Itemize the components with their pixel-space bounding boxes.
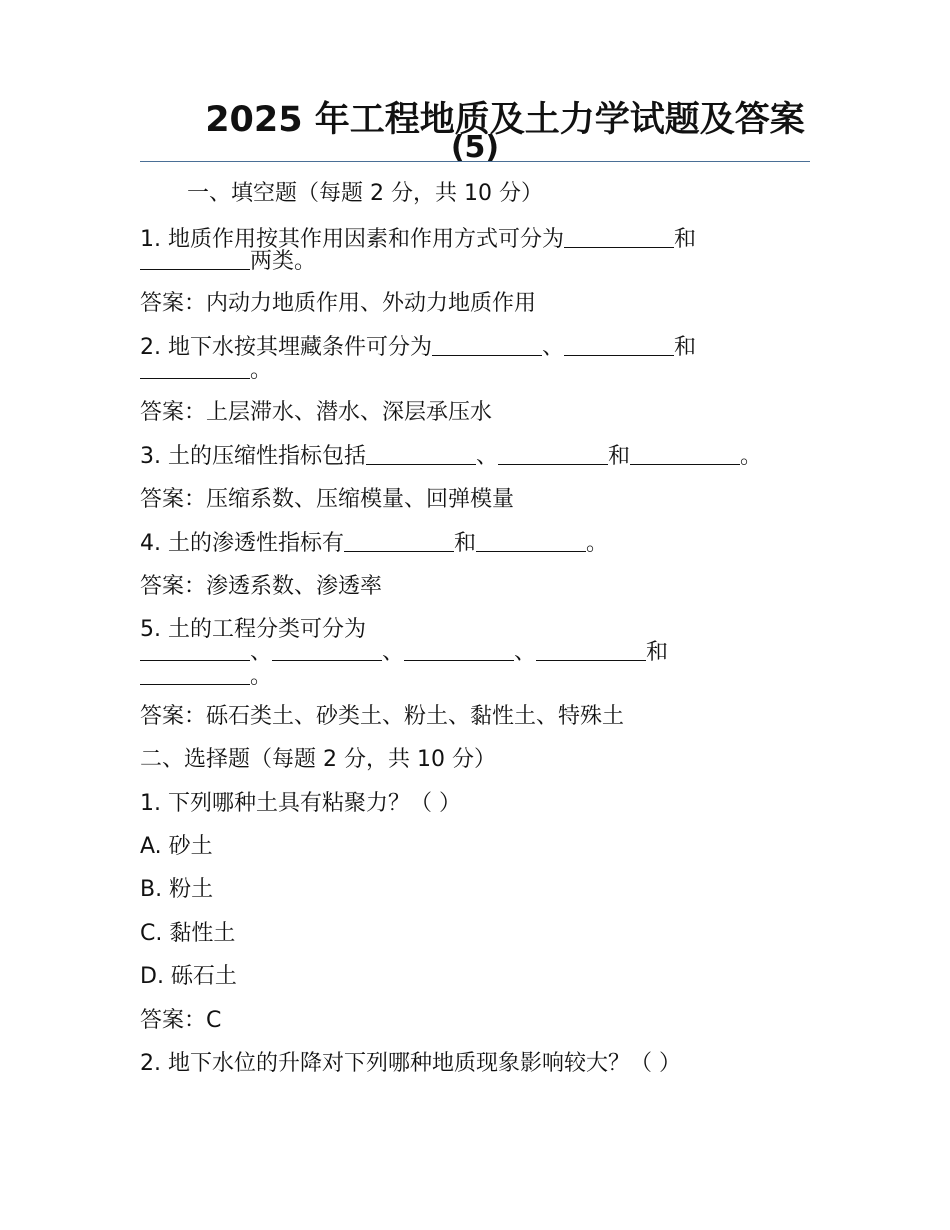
fill-q3-sep: 、 bbox=[475, 444, 498, 469]
title-line-1: 2025 年工程地质及土力学试题及答案 bbox=[205, 100, 805, 140]
fill-q5-sep-2: 、 bbox=[382, 640, 405, 665]
fill-q4-and: 和 bbox=[453, 531, 476, 556]
section-heading-fill: 一、填空题（每题 2 分，共 10 分） bbox=[187, 181, 543, 206]
answer-blank bbox=[140, 640, 250, 661]
fill-q3-text: 3. 土的压缩性指标包括 bbox=[140, 444, 366, 469]
fill-q2-end: 。 bbox=[250, 358, 273, 383]
answer-blank bbox=[564, 227, 674, 248]
fill-question-2-line-2 bbox=[140, 358, 272, 384]
answer-blank bbox=[432, 335, 542, 356]
answer-blank bbox=[140, 249, 250, 270]
answer-blank bbox=[344, 531, 454, 552]
fill-question-4 bbox=[140, 531, 608, 557]
choice-option-b: B. 粉土 bbox=[140, 877, 214, 902]
choice-option-d: D. 砾石土 bbox=[140, 964, 237, 989]
answer-blank bbox=[536, 640, 646, 661]
fill-q2-text: 2. 地下水按其埋藏条件可分为 bbox=[140, 335, 432, 360]
fill-question-5-line-1: 5. 土的工程分类可分为 bbox=[140, 617, 366, 642]
fill-question-1-line-2 bbox=[140, 249, 316, 275]
answer-blank bbox=[498, 444, 608, 465]
answer-blank bbox=[476, 531, 586, 552]
fill-answer-3: 答案：压缩系数、压缩模量、回弹模量 bbox=[140, 487, 515, 512]
fill-q5-and: 和 bbox=[646, 640, 669, 665]
fill-question-5-line-2 bbox=[140, 640, 668, 666]
fill-q4-end: 。 bbox=[586, 531, 609, 556]
choice-question-2: 2. 地下水位的升降对下列哪种地质现象影响较大？（ ） bbox=[140, 1051, 681, 1076]
answer-blank bbox=[630, 444, 740, 465]
page-title bbox=[140, 100, 810, 165]
answer-blank bbox=[404, 640, 514, 661]
fill-q4-text: 4. 土的渗透性指标有 bbox=[140, 531, 344, 556]
choice-option-c: C. 黏性土 bbox=[140, 921, 236, 946]
answer-blank bbox=[272, 640, 382, 661]
fill-question-3 bbox=[140, 444, 762, 470]
fill-q1-text: 1. 地质作用按其作用因素和作用方式可分为 bbox=[140, 227, 564, 252]
fill-q5-end: 。 bbox=[250, 664, 273, 689]
title-line-2: (5) bbox=[450, 130, 500, 165]
answer-blank bbox=[140, 664, 250, 685]
fill-q1-end: 两类。 bbox=[250, 249, 317, 274]
answer-blank bbox=[140, 358, 250, 379]
section-heading-choice: 二、选择题（每题 2 分，共 10 分） bbox=[140, 747, 496, 772]
title-underline bbox=[140, 161, 810, 162]
fill-answer-2: 答案：上层滞水、潜水、深层承压水 bbox=[140, 400, 493, 425]
fill-answer-1: 答案：内动力地质作用、外动力地质作用 bbox=[140, 291, 537, 316]
answer-blank bbox=[366, 444, 476, 465]
fill-answer-5: 答案：砾石类土、砂类土、粉土、黏性土、特殊土 bbox=[140, 704, 625, 729]
fill-q2-and: 和 bbox=[674, 335, 697, 360]
fill-q3-end: 。 bbox=[740, 444, 763, 469]
fill-question-5-line-3 bbox=[140, 664, 272, 690]
fill-q3-and: 和 bbox=[608, 444, 631, 469]
choice-question-1: 1. 下列哪种土具有粘聚力？（ ） bbox=[140, 791, 461, 816]
choice-option-a: A. 砂土 bbox=[140, 834, 213, 859]
fill-q5-sep-1: 、 bbox=[250, 640, 273, 665]
choice-answer-1: 答案：C bbox=[140, 1008, 222, 1033]
answer-blank bbox=[564, 335, 674, 356]
fill-answer-4: 答案：渗透系数、渗透率 bbox=[140, 574, 383, 599]
fill-q2-sep: 、 bbox=[541, 335, 564, 360]
fill-q5-sep-3: 、 bbox=[514, 640, 537, 665]
fill-q1-and: 和 bbox=[674, 227, 697, 252]
